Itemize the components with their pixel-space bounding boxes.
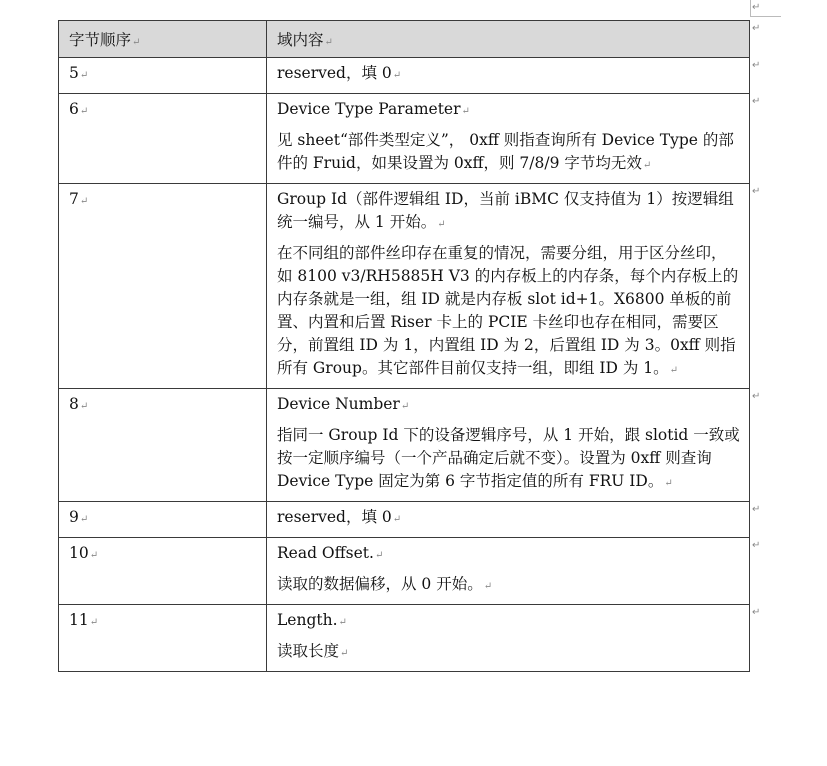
content-text: Length. [277, 611, 338, 629]
content-paragraph [277, 542, 741, 567]
content-text: 见 sheet“部件类型定义”， 0xff 则指查询所有 Device Type 的部件的 Fruid，如果设置为 0xff，则 7/8/9 字节均无效 [277, 131, 734, 172]
table-header-row [59, 21, 750, 58]
byte-order-value: 5 [69, 64, 79, 82]
paragraph-mark: ↵ [400, 401, 410, 412]
table-row [59, 502, 750, 538]
field-table [58, 20, 750, 672]
content-paragraph [277, 62, 741, 87]
paragraph-mark: ↵ [437, 219, 446, 230]
paragraph-mark: ↵ [642, 160, 652, 171]
content-text: 在不同组的部件丝印存在重复的情况，需要分组，用于区分丝印，如 8100 v3/RH5885H V3 的内存板上的内存条，每个内存板上的内存条就是一组，组 ID 就是内存板 slot id+1。X6800 单板的前置、内置和后置 Riser 卡上的 PCIE 卡丝印也存在相同，需要区分，前置组 ID 为 1，内置组 ID 为 2，后置组 ID 为 3。0xff 则指所有 Group。其它部件目前仅支持一组，即组 ID 为 1。 [277, 244, 739, 377]
field-content-cell [267, 389, 750, 502]
paragraph-mark: ↵ [374, 550, 384, 561]
byte-order-cell [59, 502, 267, 538]
content-paragraph [277, 506, 741, 531]
table-row [59, 58, 750, 94]
content-text: 指同一 Group Id 下的设备逻辑序号，从 1 开始，跟 slotid 一致或按一定顺序编号（一个产品确定后就不变）。设置为 0xff 则查询 Device Type 固定为第 6 字节指定值的所有 FRU ID。 [277, 426, 740, 490]
paragraph-mark: ↵ [79, 196, 89, 207]
content-text: 读取长度 [277, 642, 340, 660]
paragraph-mark: ↵ [79, 70, 89, 81]
content-text: Device Number [277, 395, 400, 413]
paragraph-mark: ↵ [483, 581, 493, 592]
content-paragraph [277, 188, 741, 236]
byte-order-cell [59, 94, 267, 184]
byte-order-cell [59, 184, 267, 389]
field-content-cell [267, 58, 750, 94]
field-content-cell [267, 605, 750, 672]
byte-order-value: 7 [69, 190, 79, 208]
content-paragraph [277, 640, 741, 665]
table-row [59, 605, 750, 672]
content-text: reserved，填 0 [277, 508, 392, 526]
content-text: Group Id（部件逻辑组 ID，当前 iBMC 仅支持值为 1）按逻辑组统一编号，从 1 开始。 [277, 190, 734, 231]
field-content-cell [267, 502, 750, 538]
byte-order-value: 10 [69, 544, 89, 562]
content-paragraph [277, 129, 741, 177]
byte-order-cell [59, 605, 267, 672]
content-text: Read Offset. [277, 544, 374, 562]
paragraph-mark: ↵ [392, 70, 402, 81]
paragraph-mark: ↵ [338, 617, 347, 628]
field-content-cell [267, 538, 750, 605]
content-text: 读取的数据偏移，从 0 开始。 [277, 575, 483, 593]
row-end-mark: ↵ [752, 22, 761, 34]
row-end-mark: ↵ [752, 606, 761, 618]
content-paragraph [277, 393, 741, 418]
row-end-mark: ↵ [752, 503, 761, 515]
content-text: reserved，填 0 [277, 64, 392, 82]
table-row [59, 94, 750, 184]
byte-order-cell [59, 58, 267, 94]
row-end-mark: ↵ [752, 185, 761, 197]
table-row [59, 538, 750, 605]
content-paragraph [277, 242, 741, 382]
paragraph-mark: ↵ [664, 478, 673, 489]
content-paragraph [277, 609, 741, 634]
content-paragraph [277, 573, 741, 598]
table-row [59, 184, 750, 389]
paragraph-mark: ↵ [79, 401, 89, 412]
content-text: Device Type Parameter [277, 100, 461, 118]
content-paragraph [277, 424, 741, 495]
row-end-mark: ↵ [752, 2, 761, 13]
byte-order-value: 9 [69, 508, 79, 526]
row-end-mark: ↵ [752, 390, 761, 402]
field-content-cell [267, 94, 750, 184]
content-paragraph [277, 98, 741, 123]
byte-order-cell [59, 389, 267, 502]
byte-order-value: 6 [69, 100, 79, 118]
paragraph-mark: ↵ [79, 514, 89, 525]
paragraph-mark: ↵ [79, 106, 89, 117]
paragraph-mark: ↵ [89, 550, 99, 561]
paragraph-mark: ↵ [669, 365, 679, 376]
row-end-mark: ↵ [752, 95, 761, 107]
table-row [59, 389, 750, 502]
header-field-content: 域内容↵ [267, 21, 750, 58]
byte-order-value: 8 [69, 395, 79, 413]
paragraph-mark: ↵ [89, 617, 99, 628]
paragraph-mark: ↵ [392, 514, 402, 525]
header-byte-order: 字节顺序↵ [59, 21, 267, 58]
byte-order-value: 11 [69, 611, 89, 629]
paragraph-mark: ↵ [461, 106, 470, 117]
paragraph-mark: ↵ [340, 648, 349, 659]
row-end-mark: ↵ [752, 539, 761, 551]
field-content-cell [267, 184, 750, 389]
row-end-mark: ↵ [752, 59, 761, 71]
table-body [59, 58, 750, 672]
byte-order-cell [59, 538, 267, 605]
